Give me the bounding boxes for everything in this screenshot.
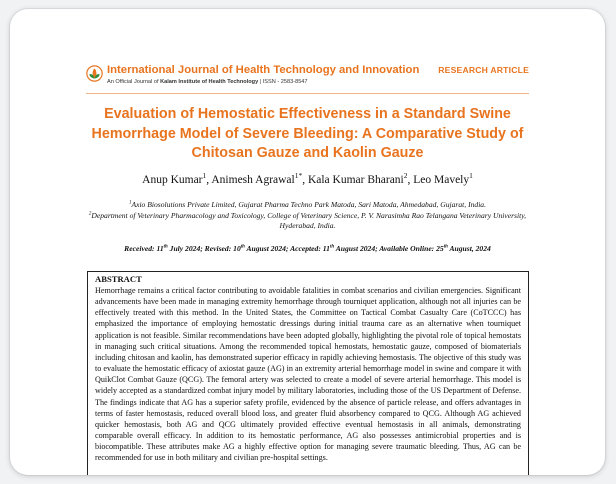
author-name: Kala Kumar Bharani <box>307 174 404 186</box>
author-list: Anup Kumar$^1$, Animesh Agrawal$^{1*}$, Kala Kumar Bharani$^2$, Leo Mavely$^1$ <box>142 171 473 186</box>
affiliation-item: $^2$Department of Veterinary Pharmacology and Toxicology, College of Veterinary Science, P. V. Narasimha Rao Telangana Veterinary University, Hyderabad, India. <box>88 210 527 230</box>
affiliations <box>80 200 535 232</box>
author-name: Leo Mavely <box>413 174 470 186</box>
journal-header <box>86 64 529 92</box>
author-name: Anup Kumar <box>142 174 203 186</box>
author-name: Animesh Agrawal <box>211 174 295 186</box>
publication-dates: Received: 11th July 2024; Revised: 10th August 2024; Accepted: 11th August 2024; Available Online: 25th August, 2024 <box>124 244 491 253</box>
journal-logo-icon <box>86 65 103 82</box>
document-page <box>10 9 605 475</box>
journal-subtitle: An Official Journal of Kalam Institute of Health Technology | ISSN - 2583-8547 <box>107 79 308 85</box>
header-divider <box>86 93 529 94</box>
abstract-text: Hemorrhage remains a critical factor contributing to avoidable fatalities in combat scenarios and civilian emergencies. Significant advancements have been made in managing extremity hemorrhage through tourniquet application, although not all injuries can be effectively treated with this method. In the United States, the Committee on Tactical Combat Casualty Care (CoTCCC) has emphasized the importance of employing hemostatic dressings during initial trauma care as an alternative when tourniquet application is not feasible. Similar recommendations have been adopted globally, highlighting the pivotal role of topical hemostats in managing such critical situations. Among the recommended topical hemostats, hemostatic gauze, composed of biomaterials including chitosan and kaolin, has demonstrated superior efficacy in rapidly achieving hemostasis. The objective of this study was to evaluate the hemostatic efficacy of axiostat gauze (AG) in an extremity arterial hemorrhage model in swine and compare it with QuikClot Combat Gauze (QCG). The femoral artery was selected to create a model of severe arterial hemorrhage. This model is widely accepted as a standardized combat injury model by military laboratories, including those of the US Department of Defense. The findings indicate that AG has a superior safety profile, evidenced by the absence of particle release, and offers advantages in terms of faster hemostasis, reduced overall blood loss, and greater fluid absorbency compared to QCG. Although AG achieved quicker hemostasis, both AG and QCG ultimately provided effective eventual hemostasis in all animals, demonstrating comparable overall efficacy. In addition to its hemostatic performance, AG also possesses antimicrobial properties and is biocompatible. These attributes make AG a highly effective option for managing severe traumatic bleeding. Thus, AG can be recommended for use in both military and civilian pre-hospital settings. <box>95 286 521 463</box>
affiliation-item: $^1$Axio Biosolutions Private Limited, Gujarat Pharma Techno Park Matoda, Sari Matoda, Ahmedabad, Gujarat, India. <box>128 200 487 209</box>
article-type-badge: RESEARCH ARTICLE <box>438 65 529 75</box>
abstract-box <box>87 271 529 475</box>
journal-name: International Journal of Health Technology and Innovation <box>107 64 420 76</box>
abstract-heading: ABSTRACT <box>95 274 142 284</box>
paper-title: Evaluation of Hemostatic Effectiveness in a Standard Swine Hemorrhage Model of Severe Bleeding: A Comparative Study of Chitosan Gauze and Kaolin Gauze <box>91 106 524 161</box>
